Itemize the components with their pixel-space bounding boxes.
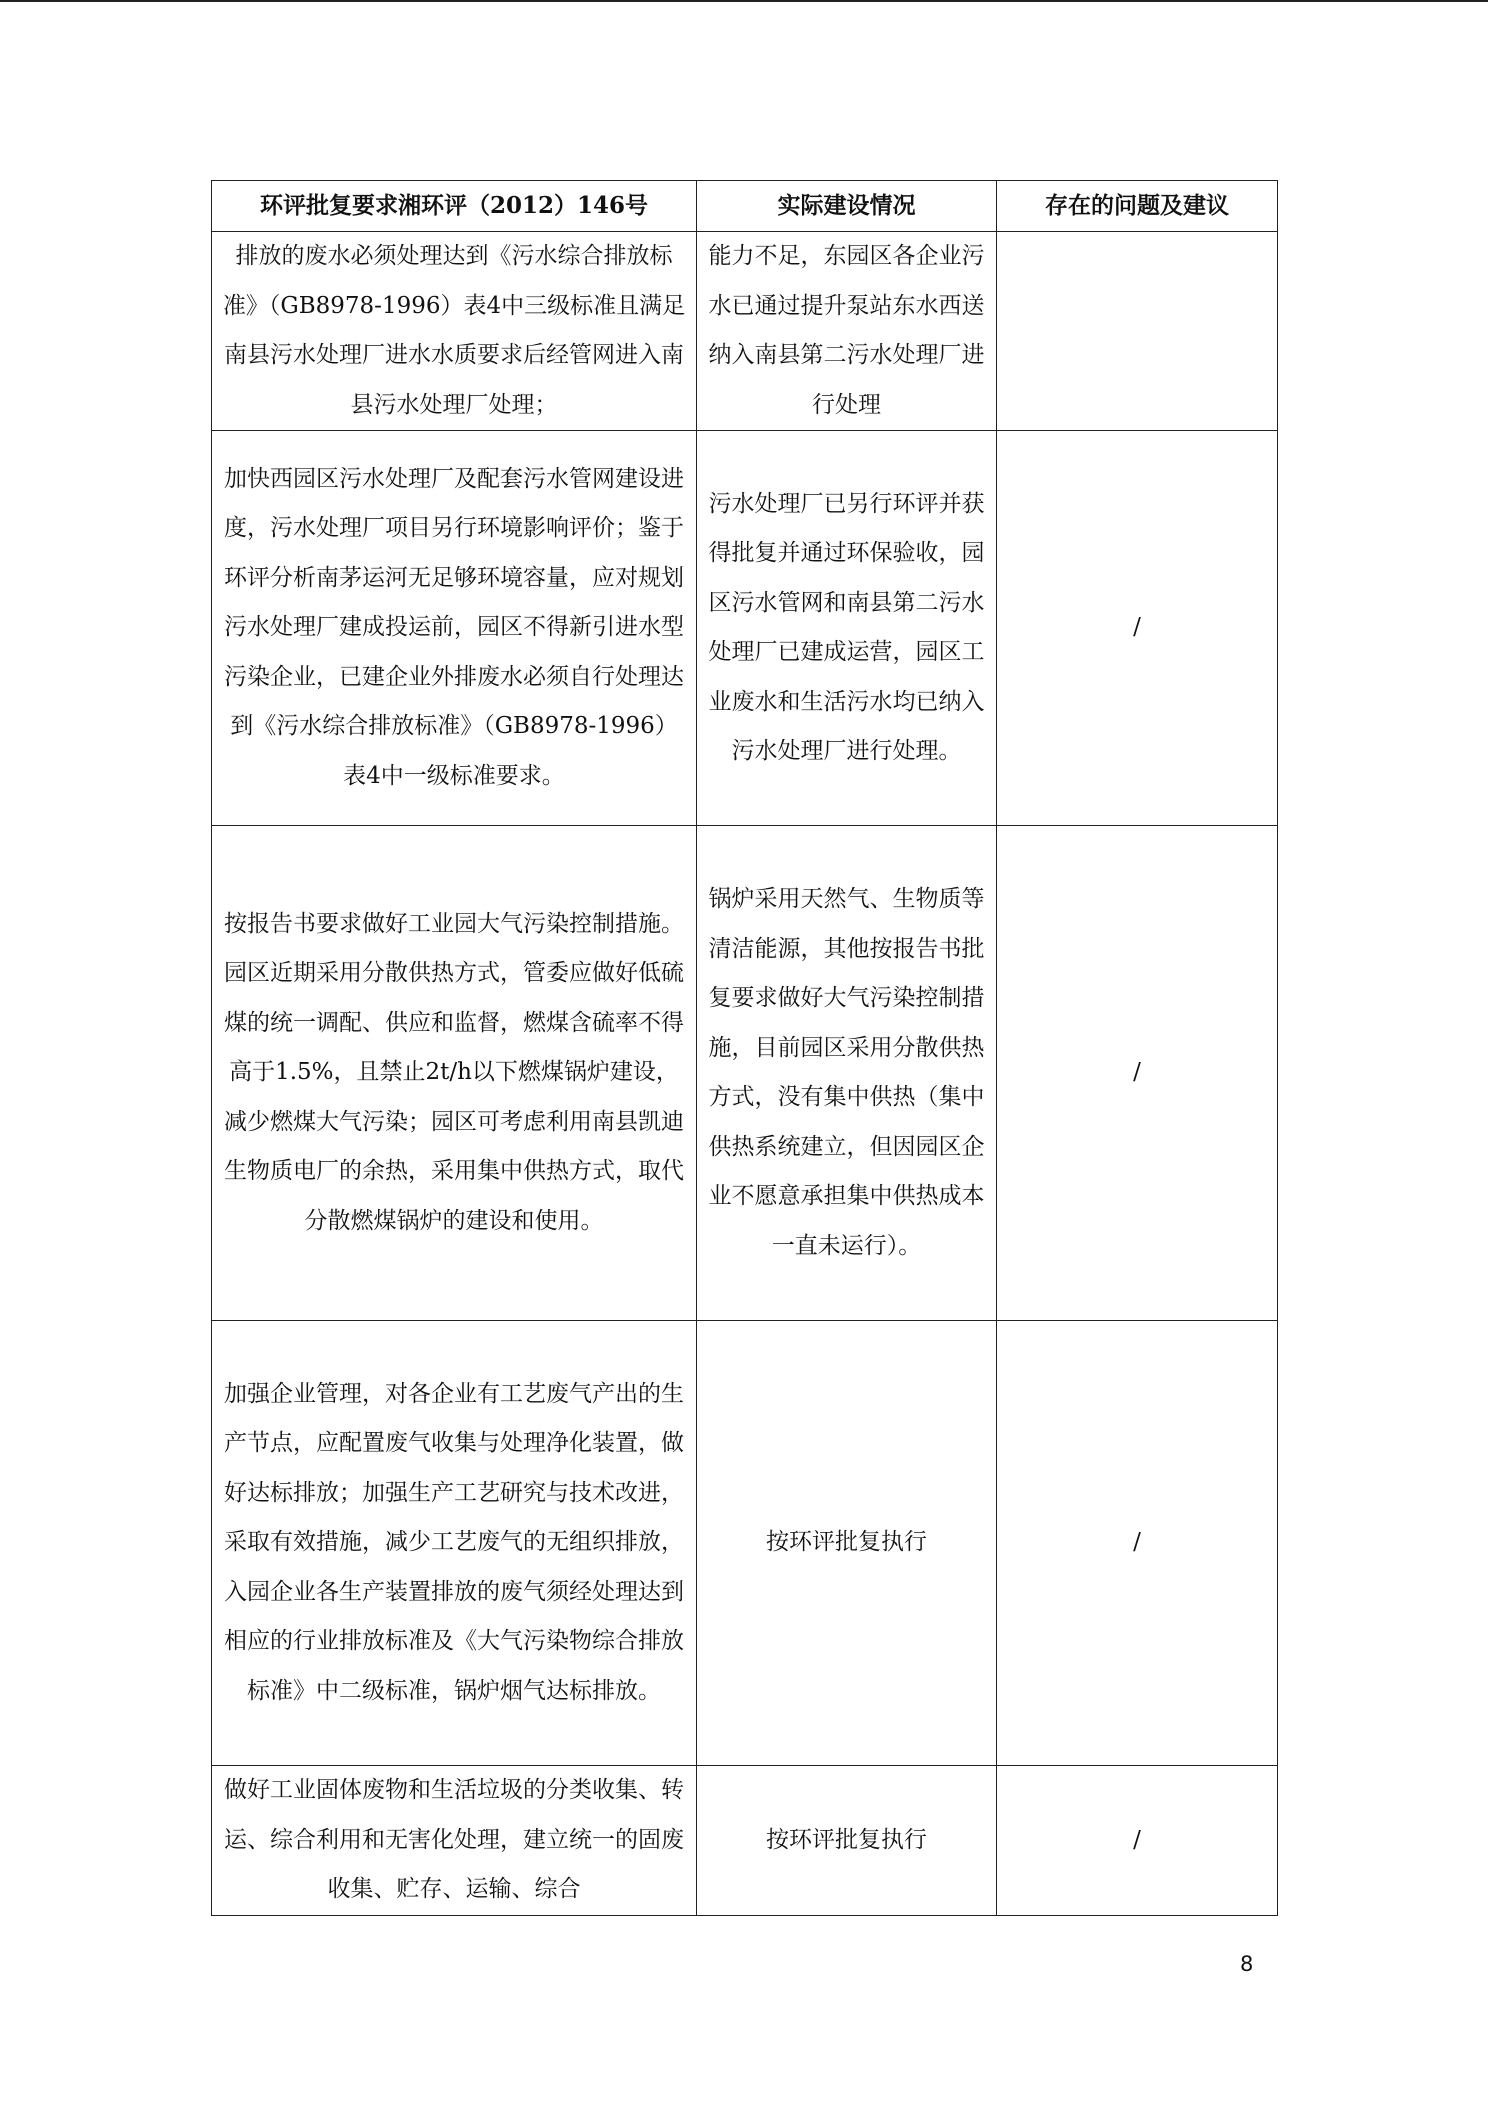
issue-cell: /	[997, 1766, 1278, 1916]
actual-cell: 污水处理厂已另行环评并获得批复并通过环保验收，园区污水管网和南县第二污水处理厂已建成运营，园区工业废水和生活污水均已纳入污水处理厂进行处理。	[697, 431, 997, 826]
requirement-cell: 加快西园区污水处理厂及配套污水管网建设进度，污水处理厂项目另行环境影响评价；鉴于环评分析南茅运河无足够环境容量，应对规划污水处理厂建成投运前，园区不得新引进水型污染企业，已建企业外排废水必须自行处理达到《污水综合排放标准》（GB8978-1996）表4中一级标准要求。	[212, 431, 697, 826]
actual-cell: 能力不足，东园区各企业污水已通过提升泵站东水西送纳入南县第二污水处理厂进行处理	[697, 232, 997, 431]
issue-cell: /	[997, 826, 1278, 1321]
page-number: 8	[1240, 1952, 1254, 1976]
eia-approval-comparison-table	[211, 180, 1278, 1916]
requirement-cell: 按报告书要求做好工业园大气污染控制措施。园区近期采用分散供热方式，管委应做好低硫煤的统一调配、供应和监督，燃煤含硫率不得高于1.5%，且禁止2t/h以下燃煤锅炉建设，减少燃煤大气污染；园区可考虑利用南县凯迪生物质电厂的余热，采用集中供热方式，取代分散燃煤锅炉的建设和使用。	[212, 826, 697, 1321]
table-header-row	[212, 181, 1278, 232]
table-row	[212, 1766, 1278, 1916]
header-requirement: 环评批复要求湘环评（2012）146号	[212, 181, 697, 232]
issue-cell: /	[997, 1321, 1278, 1766]
table-row	[212, 431, 1278, 826]
page-top-rule	[0, 0, 1488, 2]
table-row	[212, 1321, 1278, 1766]
header-actual-construction: 实际建设情况	[697, 181, 997, 232]
requirement-cell: 排放的废水必须处理达到《污水综合排放标准》（GB8978-1996）表4中三级标准且满足南县污水处理厂进水水质要求后经管网进入南县污水处理厂处理；	[212, 232, 697, 431]
actual-cell: 按环评批复执行	[697, 1321, 997, 1766]
actual-cell: 按环评批复执行	[697, 1766, 997, 1916]
requirement-cell: 做好工业固体废物和生活垃圾的分类收集、转运、综合利用和无害化处理，建立统一的固废收集、贮存、运输、综合	[212, 1766, 697, 1916]
actual-cell: 锅炉采用天然气、生物质等清洁能源，其他按报告书批复要求做好大气污染控制措施，目前园区采用分散供热方式，没有集中供热（集中供热系统建立，但因园区企业不愿意承担集中供热成本一直未运行）。	[697, 826, 997, 1321]
header-issues-suggestions: 存在的问题及建议	[997, 181, 1278, 232]
requirement-cell: 加强企业管理，对各企业有工艺废气产出的生产节点，应配置废气收集与处理净化装置，做好达标排放；加强生产工艺研究与技术改进，采取有效措施，减少工艺废气的无组织排放，入园企业各生产装置排放的废气须经处理达到相应的行业排放标准及《大气污染物综合排放标准》中二级标准，锅炉烟气达标排放。	[212, 1321, 697, 1766]
table-row	[212, 232, 1278, 431]
issue-cell: /	[997, 431, 1278, 826]
issue-cell	[997, 232, 1278, 431]
table-row	[212, 826, 1278, 1321]
